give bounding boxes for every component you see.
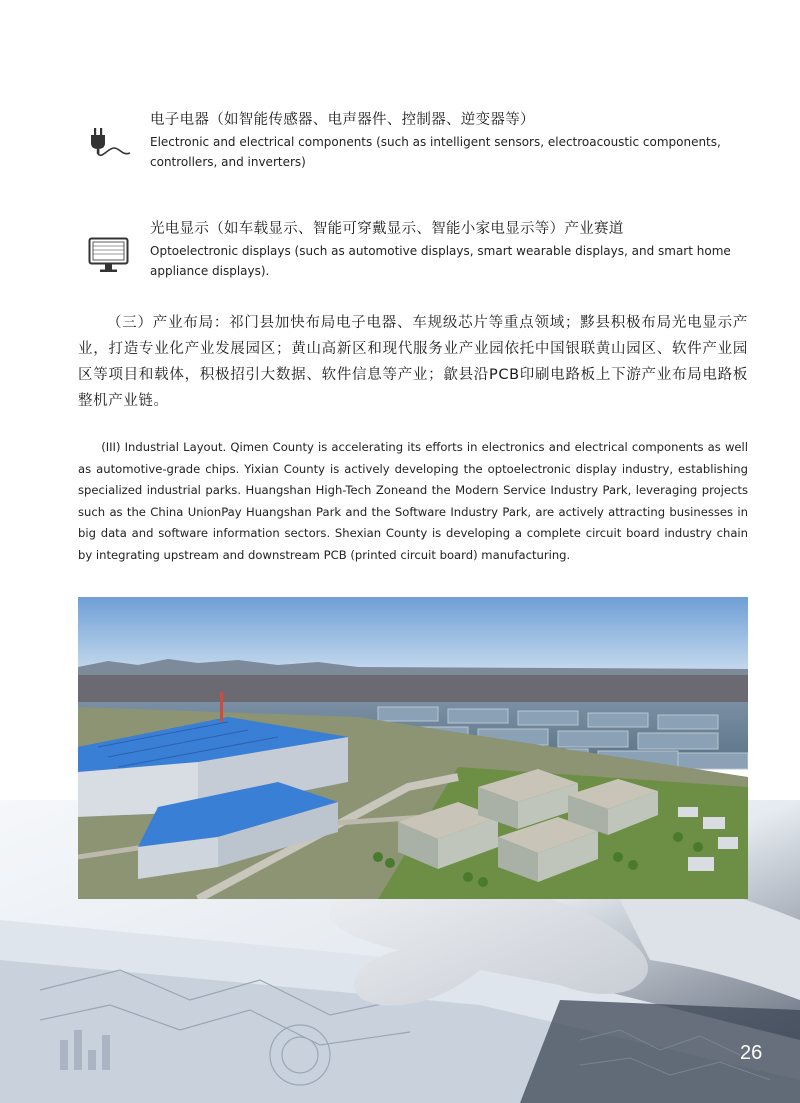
paragraph-zh: （三）产业布局：祁门县加快布局电子电器、车规级芯片等重点领域；黟县积极布局光电显示产业，打造专业化产业发展园区；黄山高新区和现代服务业产业园依托中国银联黄山园区、软件产业园区等项目和载体，积极招引大数据、软件信息等产业；歙县沿PCB印刷电路板上下游产业布局电路板整机产业链。 [78,315,748,409]
industrial-park-aerial-photo [78,597,748,899]
power-plug-icon [88,126,134,164]
item-title-zh: 光电显示（如车载显示、智能可穿戴显示、智能小家电显示等）产业赛道 [150,221,624,237]
monitor-icon [88,237,132,279]
paragraph-en: (III) Industrial Layout. Qimen County is accelerating its efforts in electronics and electrical components as well as automotive-grade chips. Yixian County is actively developing the optoelectronic display industry, establishing specialized industrial parks. Huangshan High-Tech Zoneand the Modern Service Industry Park, leveraging projects such as the China UnionPay Huangshan Park and the Software Industry Park, are actively attracting businesses in big data and software information sectors. Shexian County is developing a complete circuit board industry chain by integrating upstream and downstream PCB (printed circuit board) manufacturing. [78,440,748,562]
page-number: 26 [740,1042,763,1064]
item-description-en: Optoelectronic displays (such as automotive displays, smart wearable displays, and smart home appliance displays). [150,244,731,278]
item-description-en: Electronic and electrical components (such as intelligent sensors, electroacoustic components, controllers, and inverters) [150,135,721,169]
item-title-zh: 电子电器（如智能传感器、电声器件、控制器、逆变器等） [150,112,535,128]
